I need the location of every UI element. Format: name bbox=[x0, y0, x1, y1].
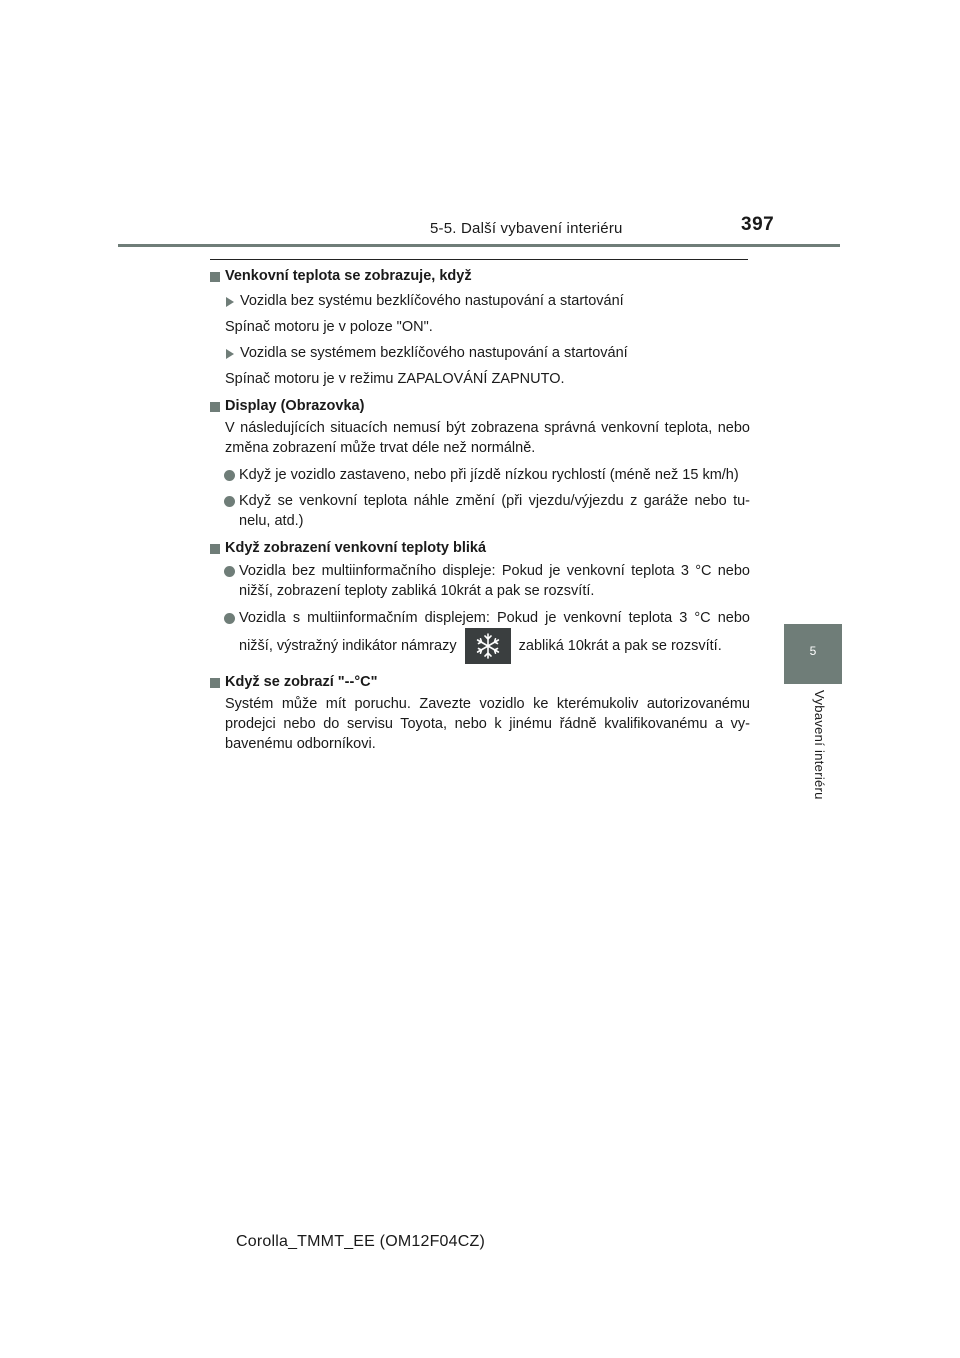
list-item bbox=[210, 608, 750, 664]
section-heading bbox=[210, 538, 750, 558]
item-text: Když se venkovní teplota náhle změní (při vjezdu/výjezdu z garáže nebo tu-nelu, atd.) bbox=[239, 493, 750, 529]
paragraph: Spínač motoru je v režimu ZAPALOVÁNÍ ZAPNUTO. bbox=[225, 371, 565, 387]
document-id: Corolla_TMMT_EE (OM12F04CZ) bbox=[236, 1233, 486, 1250]
triangle-item bbox=[210, 291, 750, 311]
item-text: zabliká 10krát a pak se rozsvítí. bbox=[518, 637, 722, 654]
item-text: Když je vozidlo zastaveno, nebo při jízdě nízkou rychlostí (méně než 15 km/h) bbox=[239, 467, 739, 483]
item-text: Vozidla bez multiinformačního displeje: Pokud je venkovní teplota 3 °C nebo nižší, zobrazení teploty zabliká 10krát a pak se rozsvítí. bbox=[239, 563, 750, 599]
page-number: 397 bbox=[741, 214, 775, 235]
item-text: Vozidla bez systému bezklíčového nastupování a startování bbox=[240, 293, 624, 309]
page-content bbox=[210, 266, 750, 754]
circle-bullet-icon bbox=[224, 496, 235, 507]
section-heading-text: Venkovní teplota se zobrazuje, když bbox=[225, 268, 472, 284]
snowflake-icon bbox=[474, 632, 502, 660]
section-heading bbox=[210, 266, 750, 286]
square-bullet-icon bbox=[210, 678, 220, 688]
square-bullet-icon bbox=[210, 272, 220, 282]
list-item bbox=[210, 465, 750, 485]
running-header-section: 5-5. Další vybavení interiéru bbox=[430, 220, 623, 237]
square-bullet-icon bbox=[210, 402, 220, 412]
section-heading-text: Display (Obrazovka) bbox=[225, 398, 365, 414]
triangle-bullet-icon bbox=[226, 297, 234, 307]
circle-bullet-icon bbox=[224, 566, 235, 577]
paragraph: Spínač motoru je v poloze "ON". bbox=[225, 319, 433, 335]
triangle-item bbox=[210, 343, 750, 363]
frost-warning-icon bbox=[465, 628, 511, 664]
chapter-label: Vybavení interiéru bbox=[812, 690, 827, 800]
chapter-number: 5 bbox=[809, 644, 817, 658]
square-bullet-icon bbox=[210, 544, 220, 554]
list-item bbox=[210, 491, 750, 531]
section-heading-text: Když zobrazení venkovní teploty bliká bbox=[225, 540, 487, 556]
paragraph: Systém může mít poruchu. Zavezte vozidlo ke kterémukoliv autorizovanému prodejci nebo do servisu Toyota, nebo k jinému řádně kvalifikovanému a vy-bavenému odborníkovi. bbox=[225, 696, 750, 752]
content-divider bbox=[210, 259, 748, 260]
list-item bbox=[210, 561, 750, 601]
circle-bullet-icon bbox=[224, 470, 235, 481]
section-heading bbox=[210, 672, 750, 692]
section-heading-text: Když se zobrazí "--°C" bbox=[225, 674, 378, 690]
paragraph: V následujících situacích nemusí být zobrazena správná venkovní teplota, nebo změna zobrazení může trvat déle než normálně. bbox=[225, 420, 750, 456]
item-text: Vozidla se systémem bezklíčového nastupování a startování bbox=[240, 345, 628, 361]
section-heading bbox=[210, 396, 750, 416]
triangle-bullet-icon bbox=[226, 349, 234, 359]
header-divider bbox=[118, 244, 840, 247]
item-text: Vozidla s multiinformačním displejem: Pokud je venkovní teplota 3 °C nebo nižší, výstražný indikátor námrazy bbox=[239, 610, 750, 654]
circle-bullet-icon bbox=[224, 613, 235, 624]
